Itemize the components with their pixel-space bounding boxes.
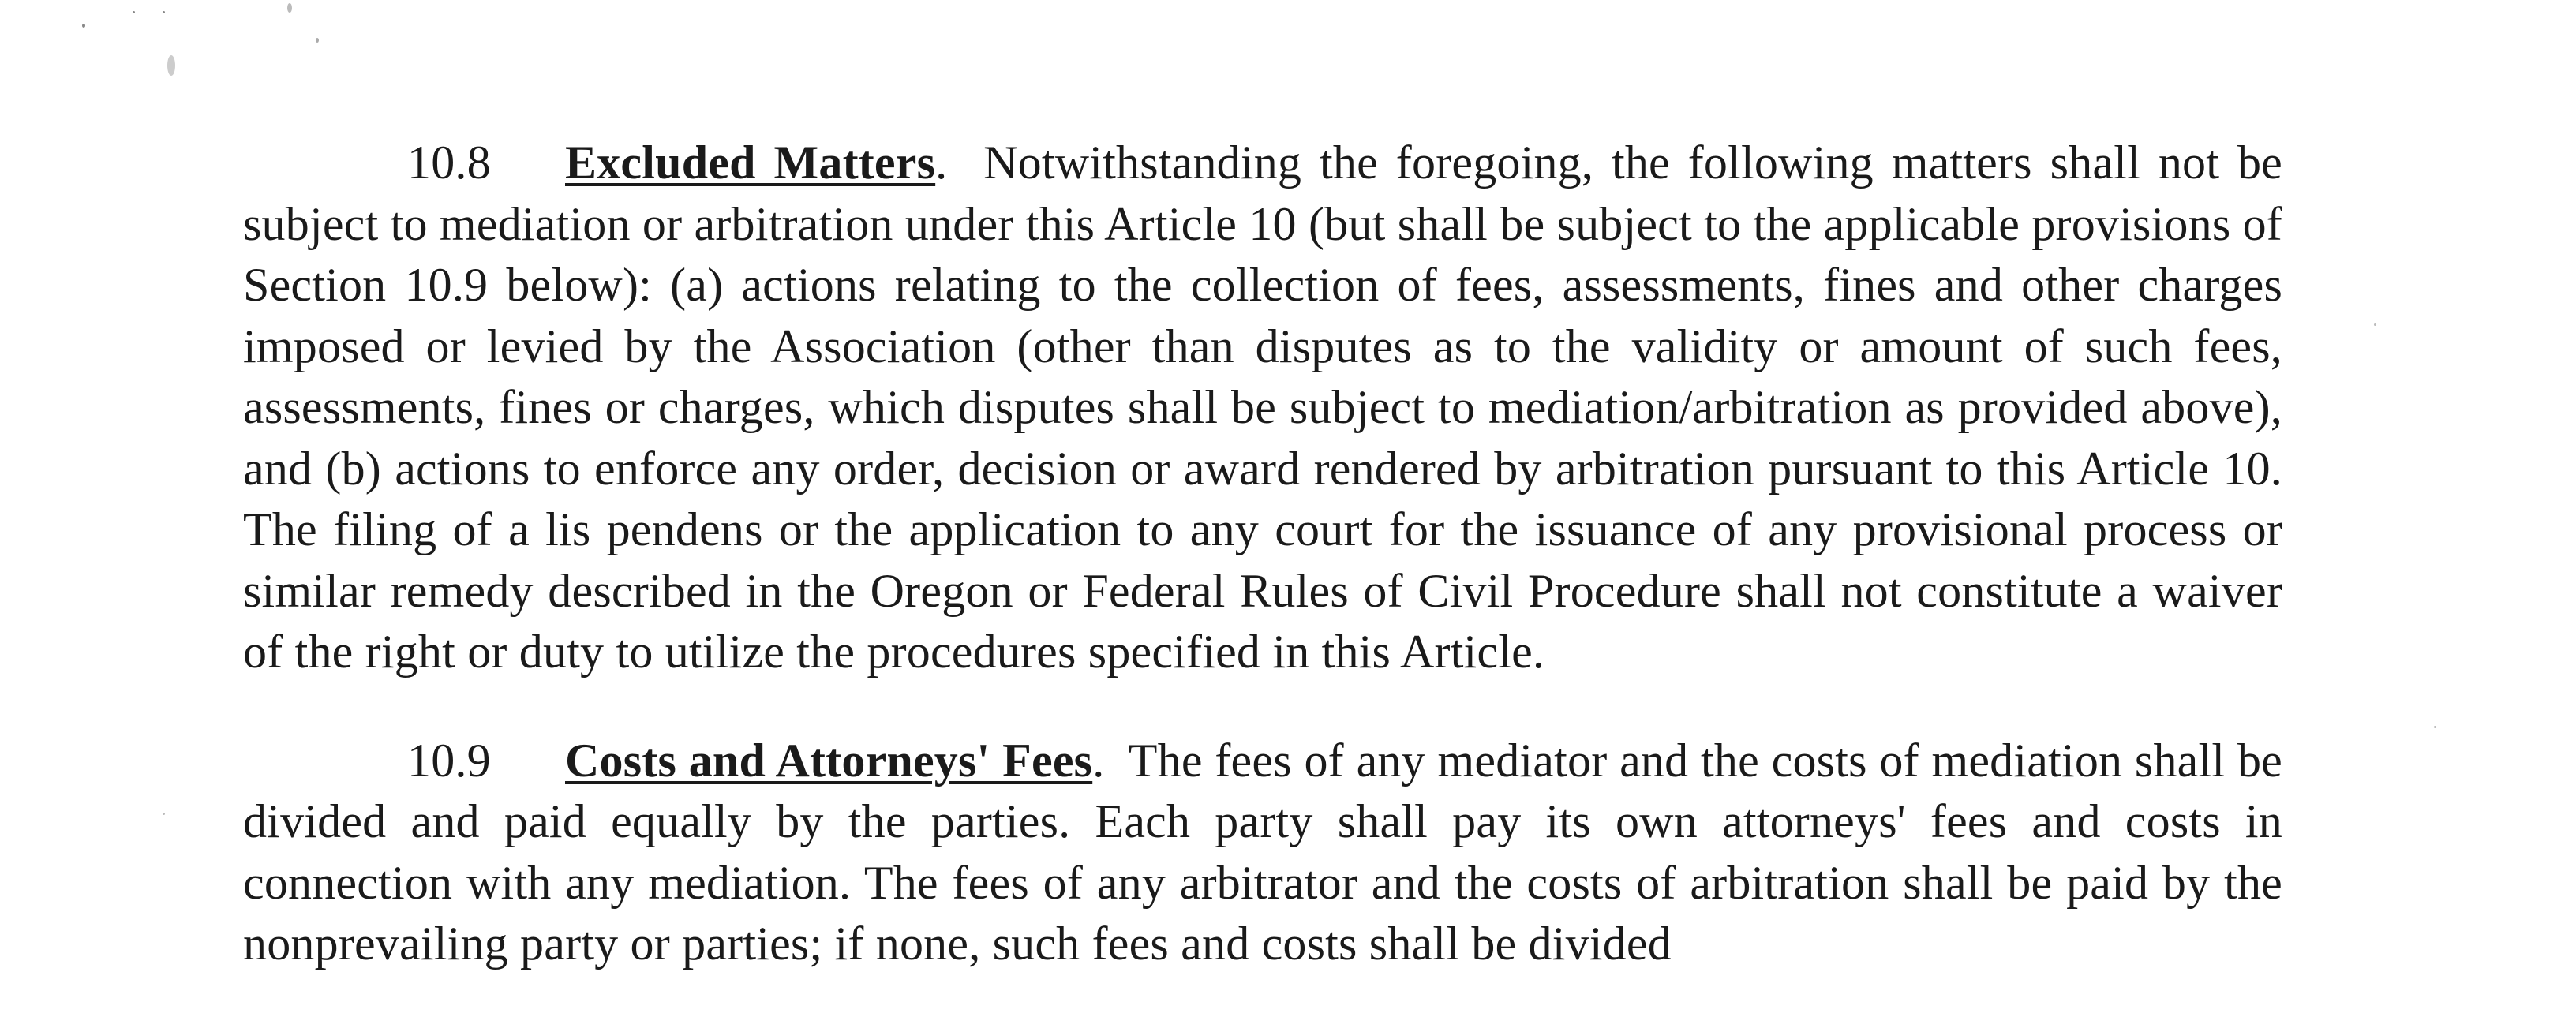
scan-speck [163, 11, 165, 13]
scan-speck [82, 24, 85, 28]
section-body: Notwithstanding the foregoing, the following matters shall not be subject to mediation or arbitration under this Article 10 (but shall be subject to the applicable provisions of Section 10.9 below): (a) actions relating to the collection of fees, assessments, fines and other charges imposed or levied by the Association (other than disputes as to the validity or amount of such fees, assessments, fines or charges, which disputes shall be subject to mediation/arbitration as provided above), and (b) actions to enforce any order, decision or award rendered by arbitration pursuant to this Article 10. The filing of a lis pendens or the application to any court for the issuance of any provisional process or similar remedy described in the Oregon or Federal Rules of Civil Procedure shall not constitute a waiver of the right or duty to utilize the procedures specified in this Article. [243, 136, 2283, 678]
title-punctuation: . [1092, 734, 1105, 787]
scan-speck [316, 38, 319, 43]
section-10-8 [243, 133, 2282, 683]
scan-speck [2374, 323, 2376, 326]
scan-speck [167, 55, 175, 76]
scan-speck [2434, 726, 2436, 728]
scan-speck [163, 813, 165, 815]
document-body [243, 133, 2282, 975]
scan-speck [287, 3, 292, 13]
section-body: The fees of any mediator and the costs of mediation shall be divided and paid equally by the parties. Each party shall pay its own attorneys' fees and costs in connection with any mediation. The fees of any arbitrator and the costs of arbitration shall be paid by the nonprevailing party or parties; if none, such fees and costs shall be divided [243, 734, 2282, 970]
section-number: 10.8 [407, 136, 491, 189]
section-10-9 [243, 731, 2282, 975]
section-title: Costs and Attorneys' Fees [565, 734, 1093, 787]
section-number: 10.9 [407, 734, 491, 787]
title-punctuation: . [935, 136, 948, 189]
scan-speck [133, 11, 135, 13]
section-title: Excluded Matters [565, 136, 936, 189]
